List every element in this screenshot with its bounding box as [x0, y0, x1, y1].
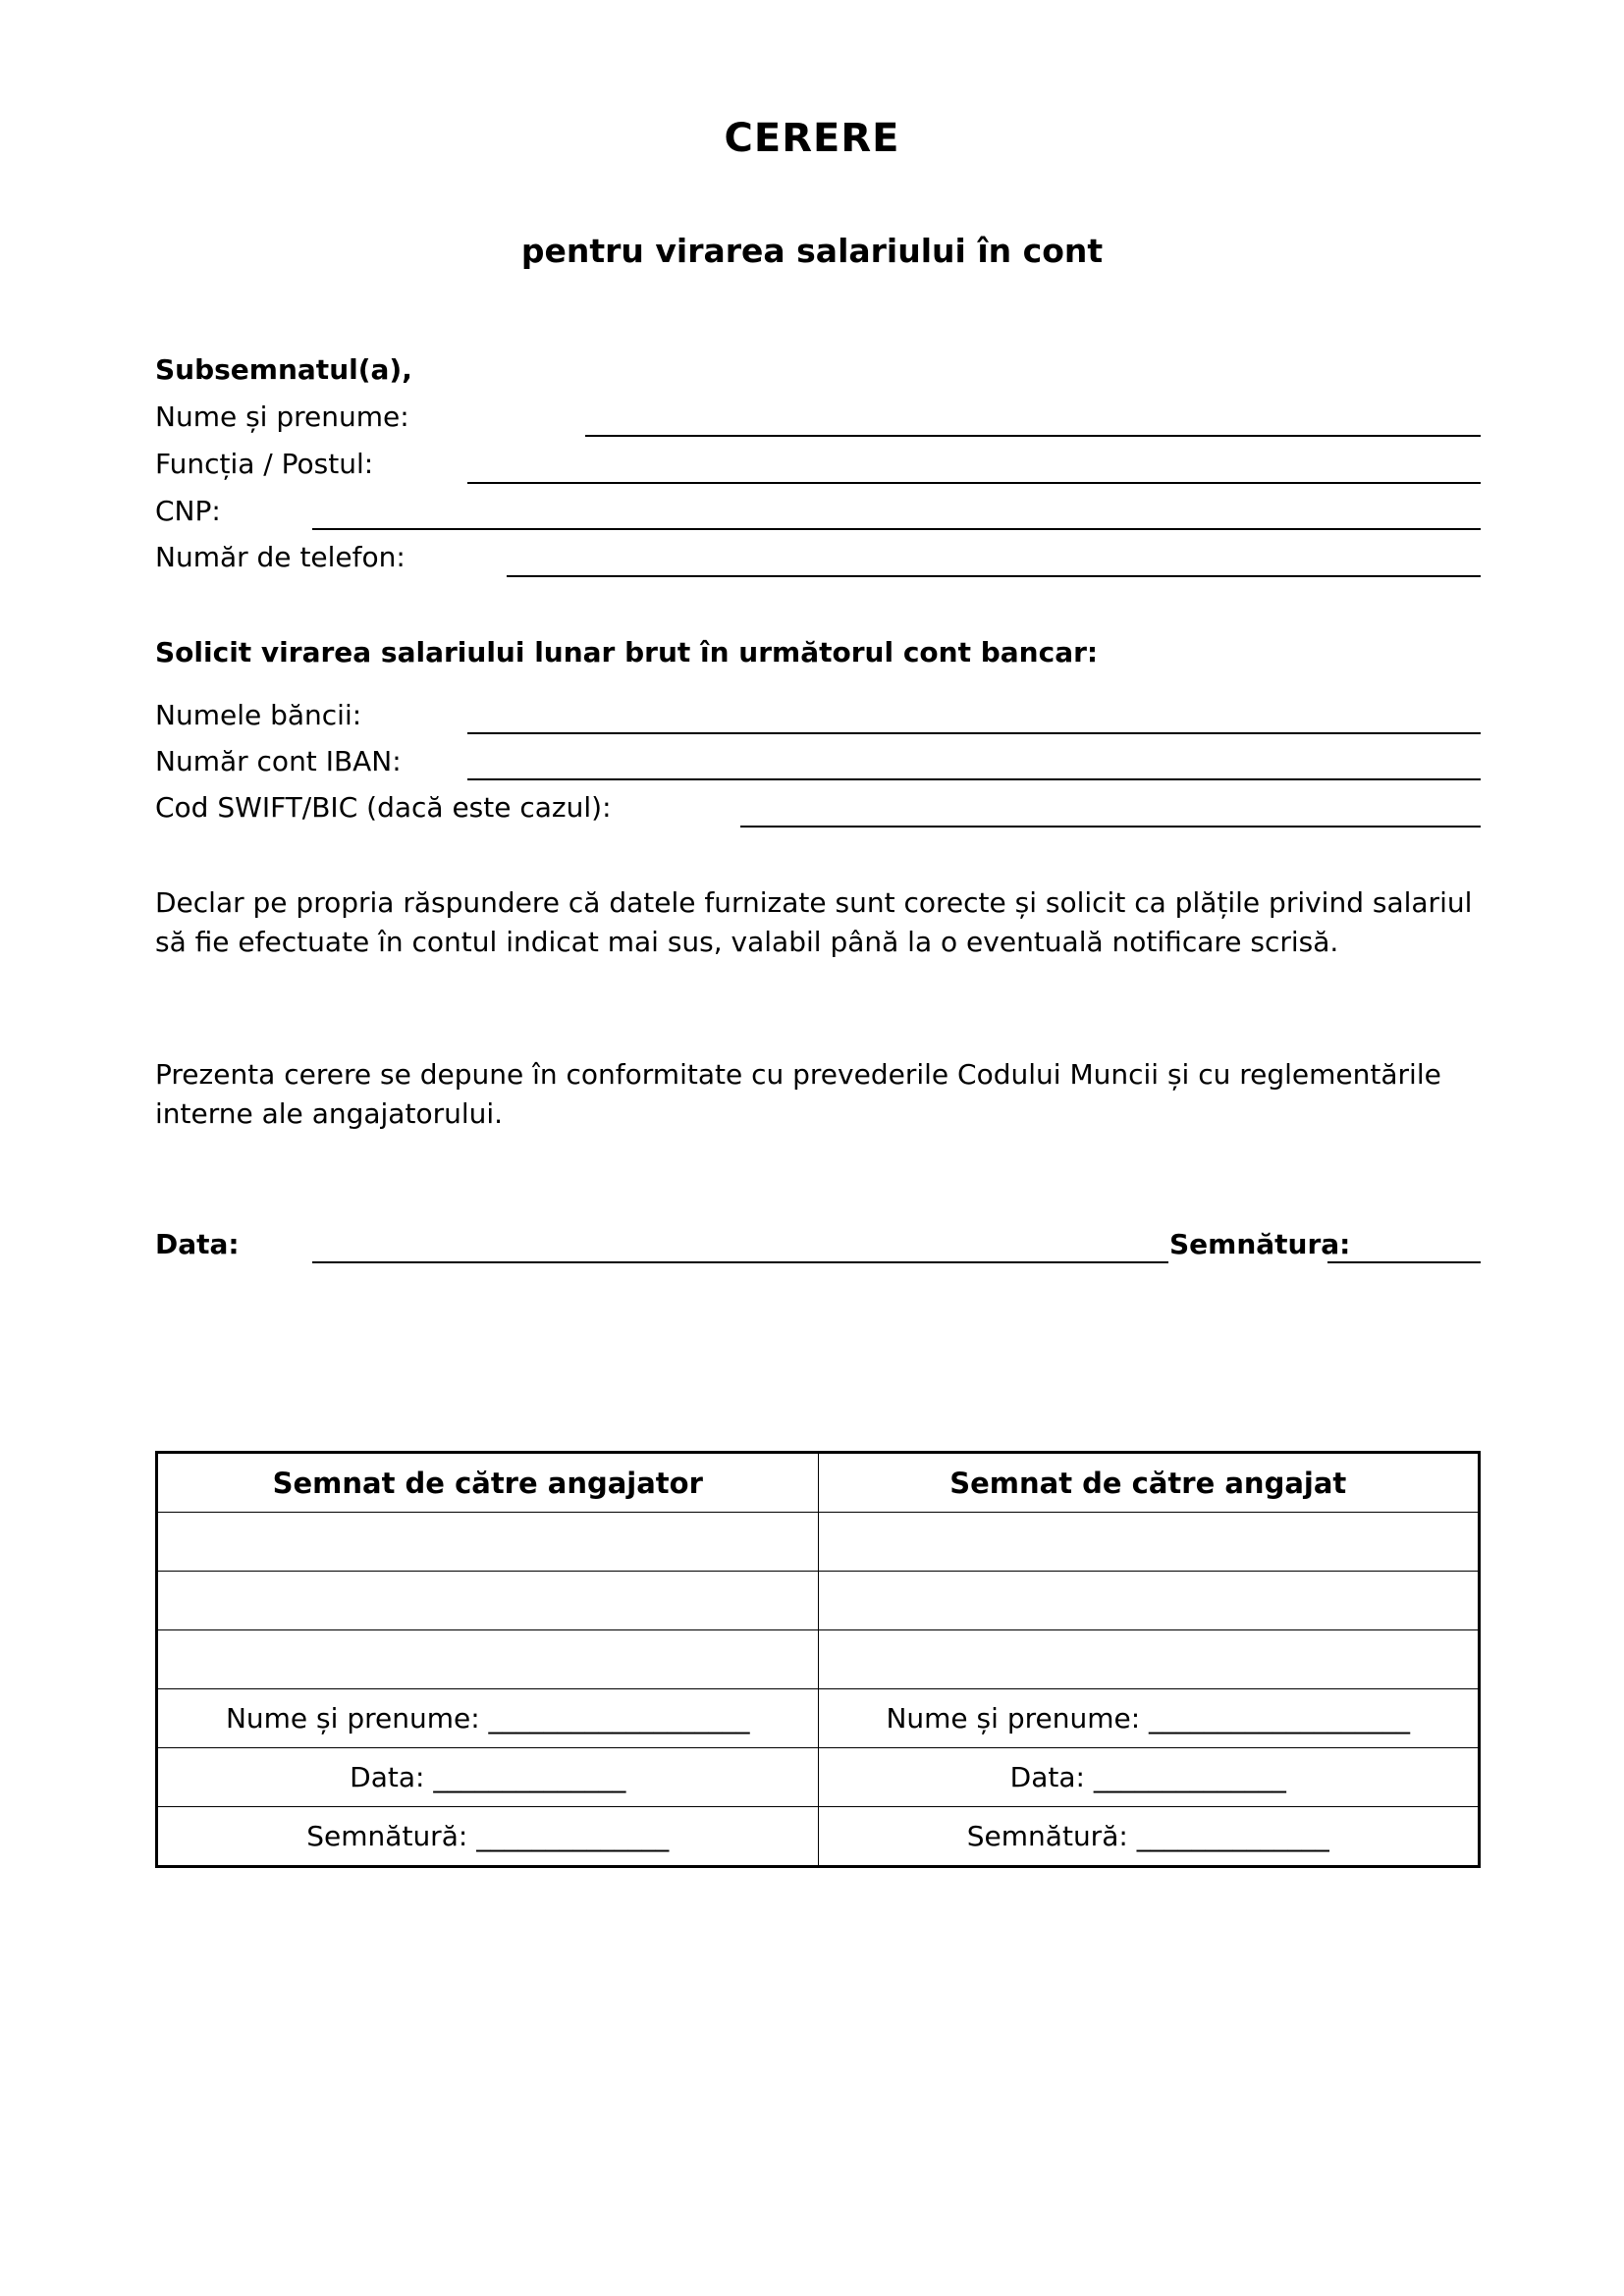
document-title: CERERE — [724, 116, 900, 161]
table-row — [157, 1572, 1480, 1630]
blank-cell-employer[interactable] — [157, 1572, 819, 1630]
employee-signature-field[interactable]: Semnătură: ______________ — [818, 1807, 1480, 1867]
input-line-phone[interactable] — [507, 575, 1481, 577]
employer-signature-field[interactable]: Semnătură: ______________ — [157, 1807, 819, 1867]
table-header-row — [157, 1453, 1480, 1513]
input-line-full-name[interactable] — [585, 435, 1481, 437]
document-subtitle: pentru virarea salariului în cont — [520, 232, 1104, 270]
table-row — [157, 1630, 1480, 1689]
declaration-paragraph: Declar pe propria răspundere că datele furnizate sunt corecte și solicit ca plățile privind salariul să fie efectuate în contul indicat mai sus, valabil până la o eventuală notificare scrisă. — [155, 886, 1473, 958]
blank-cell-employee[interactable] — [818, 1513, 1480, 1572]
table-row — [157, 1513, 1480, 1572]
input-line-cnp[interactable] — [312, 528, 1481, 530]
table-row-signature — [157, 1807, 1480, 1867]
label-full-name: Nume și prenume: — [155, 400, 409, 433]
label-swift-bic: Cod SWIFT/BIC (dacă este cazul): — [155, 791, 612, 824]
blank-cell-employer[interactable] — [157, 1630, 819, 1689]
employee-date-field[interactable]: Data: ______________ — [818, 1748, 1480, 1807]
employer-name-field[interactable]: Nume și prenume: ___________________ — [157, 1689, 819, 1748]
input-line-iban[interactable] — [467, 778, 1481, 780]
header-employee: Semnat de către angajat — [818, 1453, 1480, 1513]
table-row-name — [157, 1689, 1480, 1748]
blank-cell-employee[interactable] — [818, 1572, 1480, 1630]
section-heading-bank-account: Solicit virarea salariului lunar brut în următorul cont bancar: — [155, 636, 1099, 668]
table-row-date — [157, 1748, 1480, 1807]
label-phone: Număr de telefon: — [155, 541, 406, 573]
compliance-paragraph: Prezenta cerere se depune în conformitate cu prevederile Codului Muncii și cu reglementările interne ale angajatorului. — [155, 1058, 1441, 1130]
input-line-bank-name[interactable] — [467, 732, 1481, 734]
header-employer: Semnat de către angajator — [157, 1453, 819, 1513]
label-iban: Număr cont IBAN: — [155, 745, 402, 777]
signature-table — [155, 1451, 1481, 1868]
label-bank-name: Numele băncii: — [155, 699, 362, 731]
input-line-date[interactable] — [312, 1261, 1168, 1263]
employee-name-field[interactable]: Nume și prenume: ___________________ — [818, 1689, 1480, 1748]
input-line-position[interactable] — [467, 482, 1481, 484]
label-position: Funcția / Postul: — [155, 448, 374, 480]
employer-date-field[interactable]: Data: ______________ — [157, 1748, 819, 1807]
label-date: Data: — [155, 1228, 240, 1260]
label-signature: Semnătura: — [1169, 1228, 1351, 1260]
blank-cell-employer[interactable] — [157, 1513, 819, 1572]
label-cnp: CNP: — [155, 495, 221, 527]
input-line-signature[interactable] — [1327, 1261, 1481, 1263]
input-line-swift-bic[interactable] — [740, 826, 1481, 828]
section-heading-applicant: Subsemnatul(a), — [155, 353, 412, 386]
blank-cell-employee[interactable] — [818, 1630, 1480, 1689]
